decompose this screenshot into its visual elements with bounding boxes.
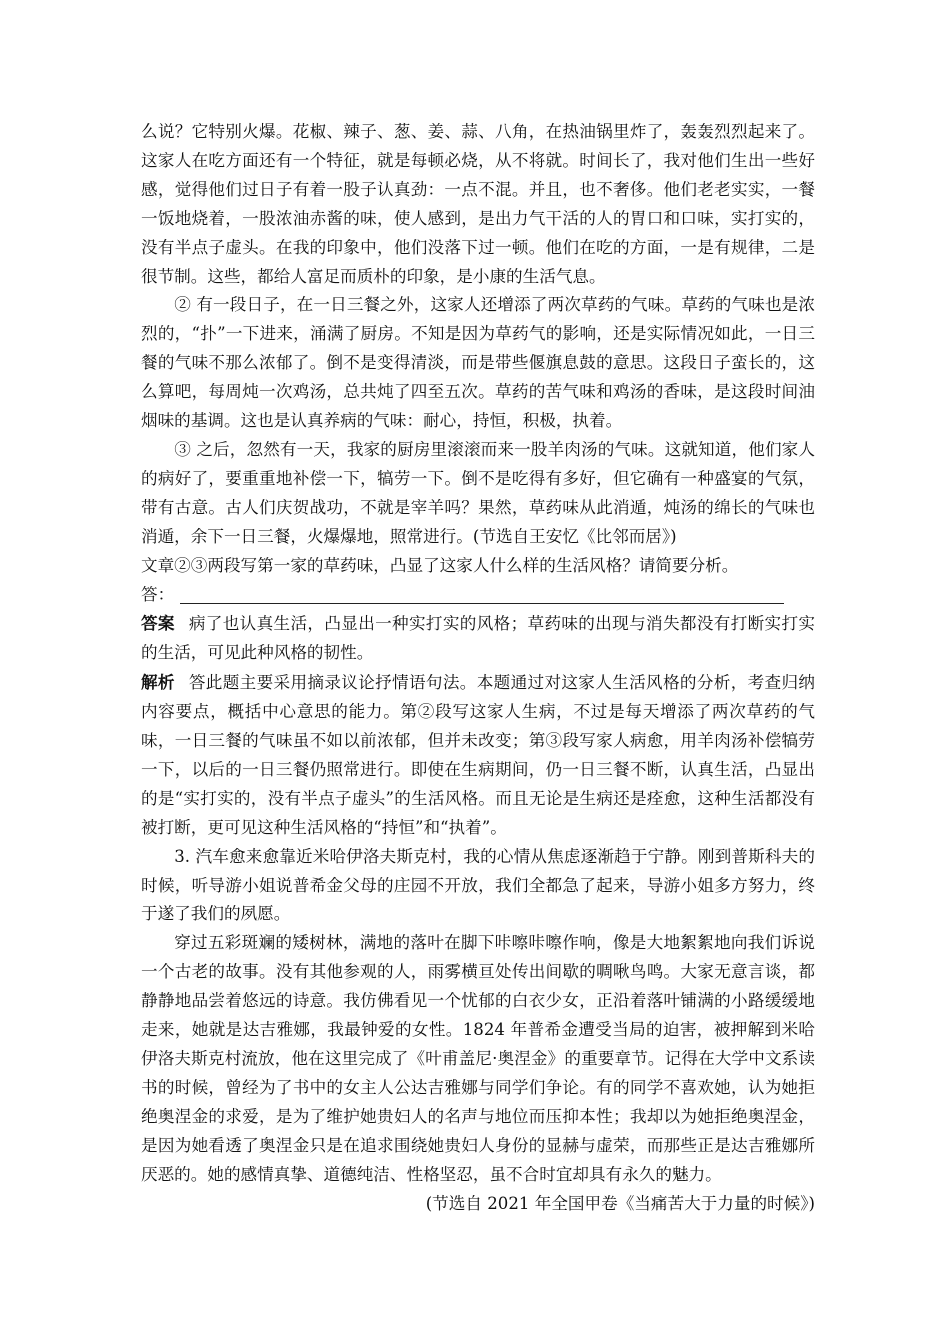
item3-source: (节选自 2021 年全国甲卷《当痛苦大于力量的时候》) bbox=[425, 1193, 815, 1213]
item3-paragraph-1: 3. 汽车愈来愈靠近米哈伊洛夫斯克村，我的心情从焦虑逐渐趋于宁静。刚到普斯科夫的时候，听导游小姐说普希金父母的庄园不开放，我们全都急了起来，导游小姐多方努力，终于遂了我们的夙愿。 bbox=[141, 846, 815, 924]
passage-paragraph-3: ③ 之后，忽然有一天，我家的厨房里滚滚而来一股羊肉汤的气味。这就知道，他们家人的病好了，要重重地补偿一下，犒劳一下。倒不是吃得有多好，但它确有一种盛宴的气氛，带有古意。古人们庆贺战功，不就是宰羊吗？果然，草药味从此消遁，炖汤的绵长的气味也消遁，余下一日三餐，火爆爆地，照常进行。(节选自王安忆《比邻而居》) bbox=[141, 439, 815, 546]
document-page bbox=[141, 118, 815, 1218]
passage-paragraph-1: 么说？它特别火爆。花椒、辣子、葱、姜、蒜、八角，在热油锅里炸了，轰轰烈烈起来了。这家人在吃方面还有一个特征，就是每顿必烧，从不将就。时间长了，我对他们生出一些好感，觉得他们过日子有着一股子认真劲：一点不混。并且，也不奢侈。他们老老实实，一餐一饭地烧着，一股浓油赤酱的味，使人感到，是出力气干活的人的胃口和口味，实打实的，没有半点子虚头。在我的印象中，他们没落下过一顿。他们在吃的方面，一是有规律，二是很节制。这些，都给人富足而质朴的印象，是小康的生活气息。 bbox=[141, 122, 815, 286]
answer-block bbox=[141, 609, 815, 668]
analysis-block bbox=[141, 668, 815, 842]
answer-prompt-row bbox=[141, 581, 815, 610]
answer-prompt: 答： bbox=[141, 584, 175, 604]
answer-label: 答案 bbox=[141, 613, 175, 634]
analysis-text: 答此题主要采用摘录议论抒情语句法。本题通过对这家人生活风格的分析，考查归纳内容要点，概括中心意思的能力。第②段写这家人生病，不过是每天增添了两次草药的气味，一日三餐的气味虽不如以前浓郁，但并未改变；第③段写家人病愈，用羊肉汤补偿犒劳一下，以后的一日三餐仍照常进行。即使在生病期间，仍一日三餐不断，认真生活，凸显出的是“实打实的，没有半点子虚头”的生活风格。而且无论是生病还是痊愈，这种生活都没有被打断，更可见这种生活风格的“持恒”和“执着”。 bbox=[141, 673, 816, 837]
answer-blank-line[interactable] bbox=[180, 583, 784, 604]
item3-paragraph-2: 穿过五彩斑斓的矮树林，满地的落叶在脚下咔嚓咔嚓作响，像是大地絮絮地向我们诉说一个古老的故事。没有其他参观的人，雨雾横亘处传出间歇的啁啾鸟鸣。大家无意言谈，都静静地品尝着悠远的诗意。我仿佛看见一个忧郁的白衣少女，正沿着落叶铺满的小路缓缓地走来，她就是达吉雅娜，我最钟爱的女性。1824 年普希金遭受当局的迫害，被押解到米哈伊洛夫斯克村流放，他在这里完成了《叶甫盖尼·奥涅金》的重要章节。记得在大学中文系读书的时候，曾经为了书中的女主人公达吉雅娜与同学们争论。有的同学不喜欢她，认为她拒绝奥涅金的求爱，是为了维护她贵妇人的名声与地位而压抑本性；我却以为她拒绝奥涅金，是因为她看透了奥涅金只是在追求围绕她贵妇人身份的显赫与虚荣，而那些正是达吉雅娜所厌恶的。她的感情真挚、道德纯洁、性格坚忍，虽不合时宜却具有永久的魅力。 bbox=[141, 933, 815, 1184]
question-text: 文章②③两段写第一家的草药味，凸显了这家人什么样的生活风格？请简要分析。 bbox=[141, 555, 739, 575]
answer-text: 病了也认真生活，凸显出一种实打实的风格；草药味的出现与消失都没有打断实打实的生活，可见此种风格的韧性。 bbox=[141, 614, 816, 663]
analysis-label: 解析 bbox=[141, 672, 175, 693]
passage-paragraph-2: ② 有一段日子，在一日三餐之外，这家人还增添了两次草药的气味。草药的气味也是浓烈的，“扑”一下进来，涌满了厨房。不知是因为草药气的影响，还是实际情况如此，一日三餐的气味不那么浓郁了。倒不是变得清淡，而是带些偃旗息鼓的意思。这段日子蛮长的，这么算吧，每周炖一次鸡汤，总共炖了四至五次。草药的苦气味和鸡汤的香味，是这段时间油烟味的基调。这也是认真养病的气味：耐心，持恒，积极，执着。 bbox=[141, 295, 815, 431]
